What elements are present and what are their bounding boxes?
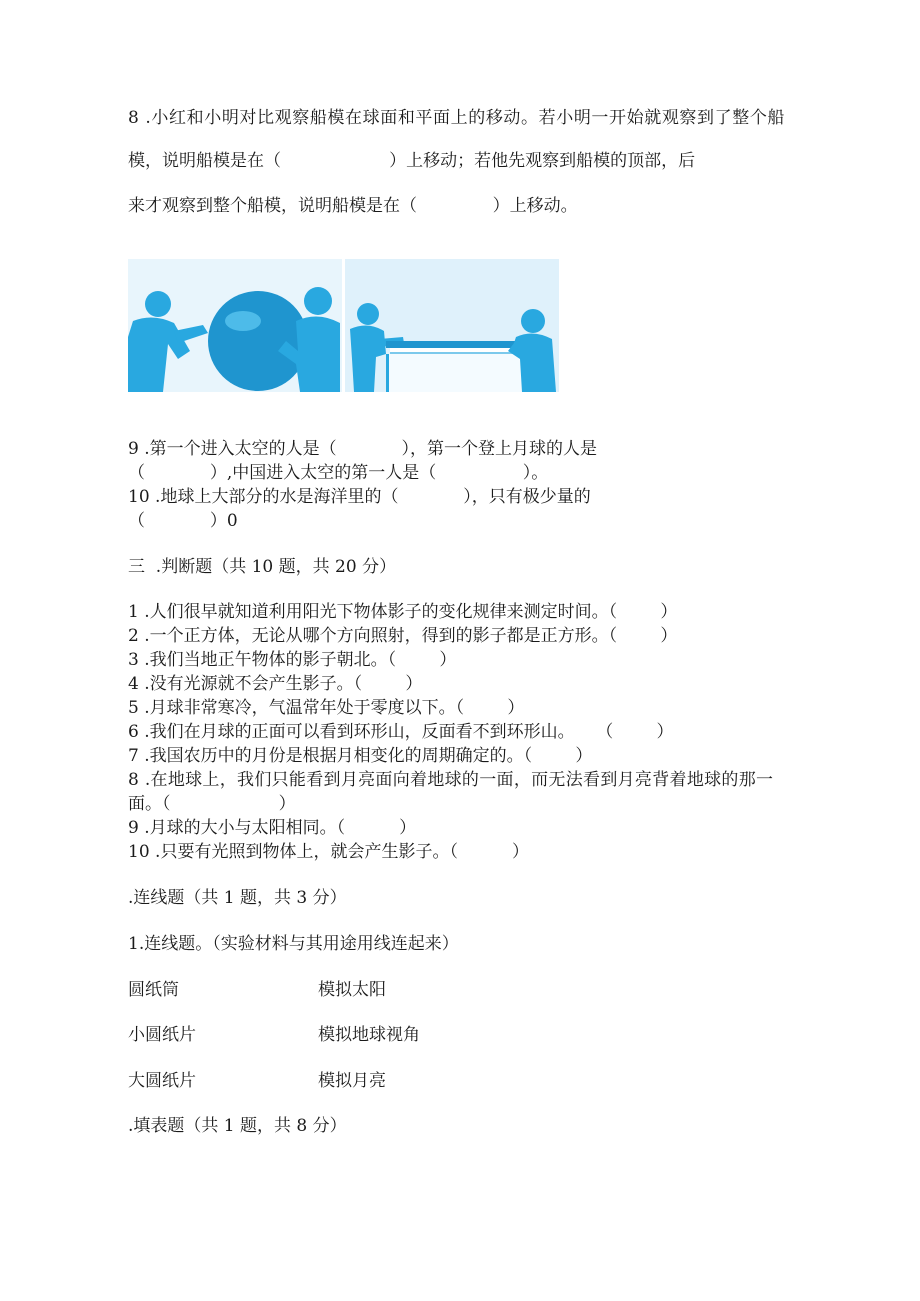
section-3-heading: 三 .判断题（共 10 题，共 20 分） (128, 557, 397, 577)
matching-question: 1.连线题。（实验材料与其用途用线连起来） (128, 934, 459, 954)
list-item: 4 .没有光源就不会产生影子。（ ） (128, 674, 423, 694)
match-right-item: 模拟太阳 (318, 980, 386, 1000)
section-4-heading: .连线题（共 1 题，共 3 分） (128, 888, 347, 908)
match-left-item: 小圆纸片 (128, 1025, 196, 1045)
q9-line-2: （ ）,中国进入太空的第一人是（ ）。 (128, 463, 549, 483)
q9-line-1: 9 .第一个进入太空的人是（ ），第一个登上月球的人是 (128, 439, 597, 459)
match-right-item: 模拟月亮 (318, 1071, 386, 1091)
match-left-item: 大圆纸片 (128, 1071, 196, 1091)
list-item: 8 .在地球上，我们只能看到月亮面向着地球的一面，而无法看到月亮背着地球的那一 (128, 770, 774, 790)
list-item: 2 .一个正方体，无论从哪个方向照射，得到的影子都是正方形。（ ） (128, 626, 678, 646)
list-item: 9 .月球的大小与太阳相同。（ ） (128, 818, 417, 838)
match-left-item: 圆纸筒 (128, 980, 179, 1000)
q10-line-1: 10 .地球上大部分的水是海洋里的（ ），只有极少量的 (128, 487, 591, 507)
list-item: 3 .我们当地正午物体的影子朝北。（ ） (128, 650, 457, 670)
list-item: 1 .人们很早就知道利用阳光下物体影子的变化规律来测定时间。（ ） (128, 602, 678, 622)
ship-model-photo (128, 259, 559, 392)
list-item: 10 .只要有光照到物体上，就会产生影子。（ ） (128, 842, 529, 862)
list-item: 面。（ ） (128, 794, 296, 814)
list-item: 7 .我国农历中的月份是根据月相变化的周期确定的。（ ） (128, 746, 593, 766)
q8-line-3: 来才观察到整个船模，说明船模是在（ ）上移动。 (128, 196, 578, 216)
q8-line-2: 模，说明船模是在（ ）上移动；若他先观察到船模的顶部，后 (128, 151, 696, 171)
list-item: 6 .我们在月球的正面可以看到环形山，反面看不到环形山。 （ ） (128, 722, 674, 742)
q10-line-2: （ ）0 (128, 511, 238, 531)
match-right-item: 模拟地球视角 (318, 1025, 420, 1045)
section-5-heading: .填表题（共 1 题，共 8 分） (128, 1116, 347, 1136)
q8-line-1: 8 .小红和小明对比观察船模在球面和平面上的移动。若小明一开始就观察到了整个船 (128, 108, 786, 128)
list-item: 5 .月球非常寒冷，气温常年处于零度以下。（ ） (128, 698, 525, 718)
